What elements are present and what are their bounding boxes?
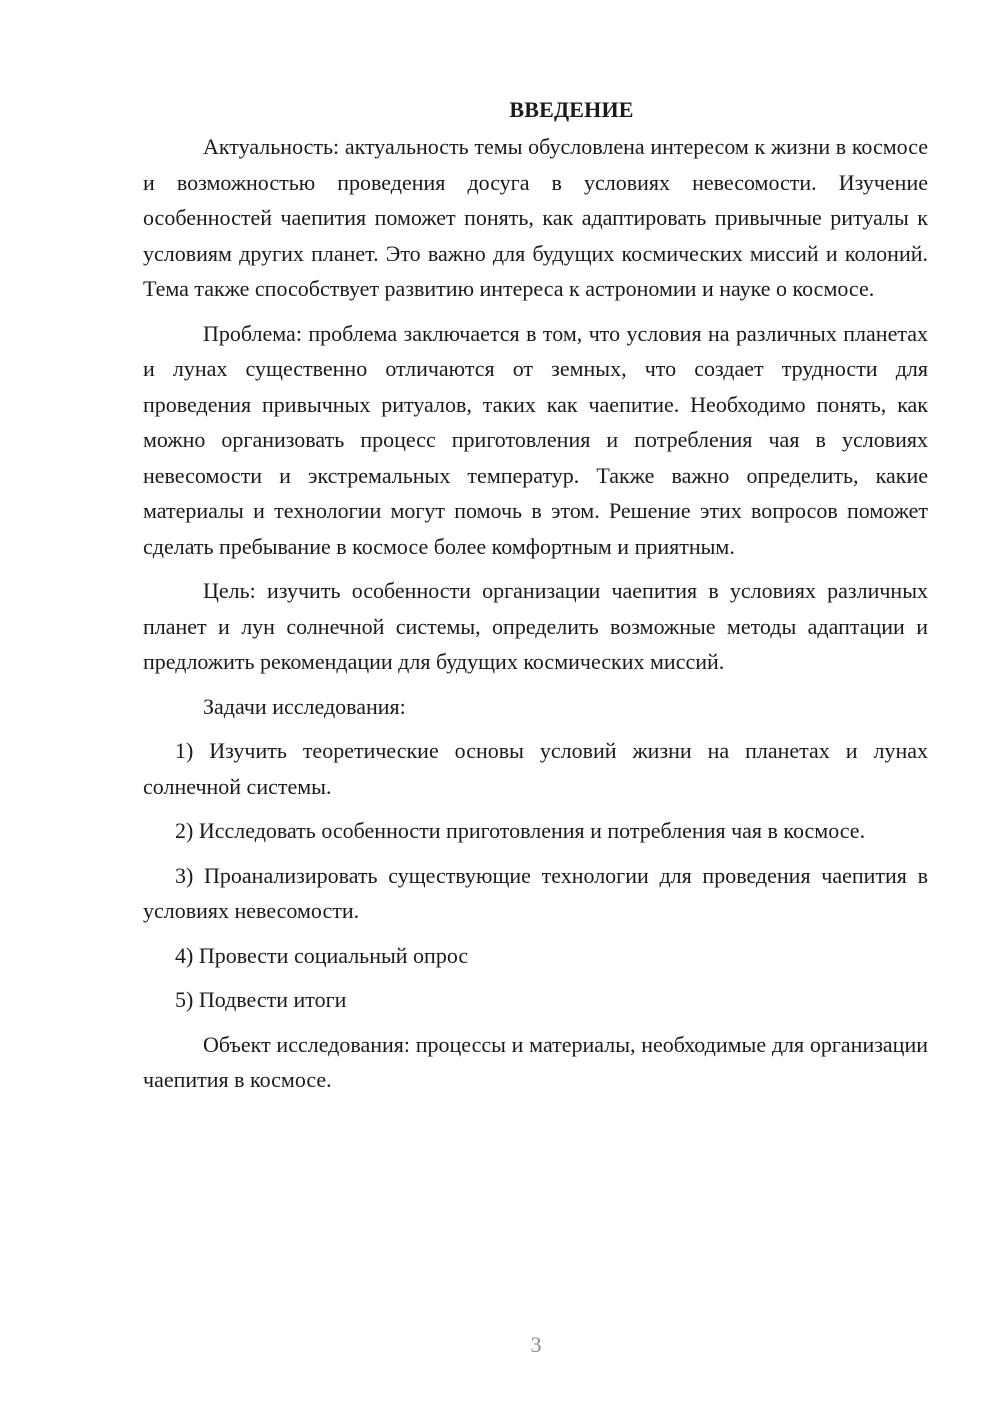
paragraph-tasks-intro: Задачи исследования: <box>203 693 406 719</box>
paragraph-object: Объект исследования: процессы и материалы, необходимые для организации чаепития в космосе. <box>143 1031 928 1092</box>
page-content <box>143 92 928 1107</box>
paragraph-relevance: Актуальность: актуальность темы обусловлена интересом к жизни в космосе и возможностью проведения досуга в условиях невесомости. Изучение особенностей чаепития поможет понять, как адаптировать привычные ритуалы к условиям других планет. Это важно для будущих космических миссий и колоний. Тема также способствует развитию интереса к астрономии и науке о космосе. <box>143 134 928 301</box>
task-item-5: 5) Подвести итоги <box>175 987 347 1012</box>
task-item-2: 2) Исследовать особенности приготовления и потребления чая в космосе. <box>175 818 866 843</box>
task-item-3: 3) Проанализировать существующие технологии для проведения чаепития в условиях невесомости. <box>143 862 928 923</box>
paragraph-goal: Цель: изучить особенности организации чаепития в условиях различных планет и лун солнечной системы, определить возможные методы адаптации и предложить рекомендации для будущих космических миссий. <box>143 578 928 674</box>
paragraph-problem: Проблема: проблема заключается в том, что условия на различных планетах и лунах существенно отличаются от земных, что создает трудности для проведения привычных ритуалов, таких как чаепитие. Необходимо понять, как можно организовать процесс приготовления и потребления чая в условиях невесомости и экстремальных температур. Также важно определить, какие материалы и технологии могут помочь в этом. Решение этих вопросов поможет сделать пребывание в космосе более комфортным и приятным. <box>143 320 928 559</box>
page-number: 3 <box>530 1332 542 1357</box>
task-item-1: 1) Изучить теоретические основы условий жизни на планетах и лунах солнечной системы. <box>143 738 928 799</box>
section-heading: ВВЕДЕНИЕ <box>509 97 634 122</box>
task-item-4: 4) Провести социальный опрос <box>175 942 469 968</box>
